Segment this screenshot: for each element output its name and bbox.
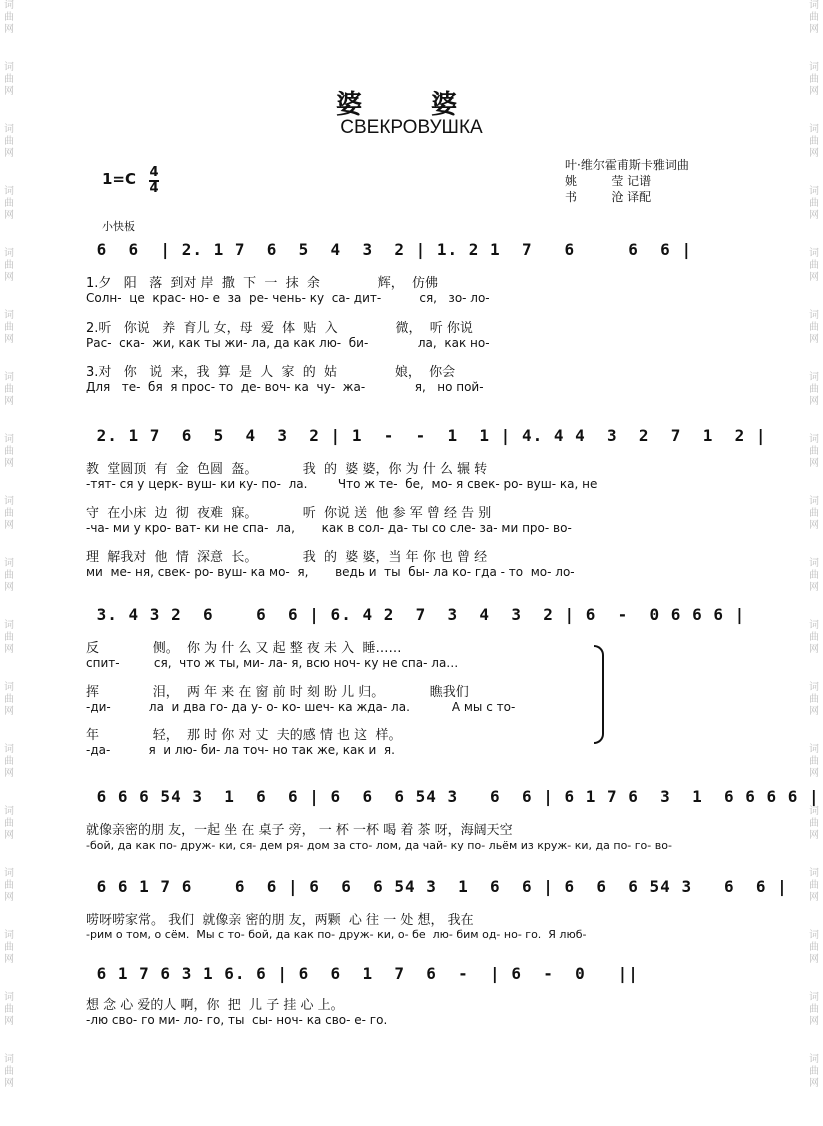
watermark-text: 词曲网 xyxy=(809,992,819,1027)
verse-brace xyxy=(594,645,604,744)
watermark-text: 词曲网 xyxy=(4,248,14,283)
system-5-notes: 6 6 1 7 6 6 6 | 6 6 6 54 3 1 6 6 | 6 6 6 54 3 6 6 | xyxy=(86,877,788,896)
watermark-text: 词曲网 xyxy=(4,806,14,841)
system-3-lyric-2-ru: -ди- ла и два го- да у- о- ко- шеч- ка жда- ла. А мы с то- xyxy=(86,700,516,714)
watermark-text: 词曲网 xyxy=(4,930,14,965)
time-signature-top: 4 xyxy=(149,165,159,180)
system-2-lyric-2-zh: 守 在小床 边 彻 夜难 寐。 听 你说 送 他 参 军 曾 经 告 别 xyxy=(86,506,492,521)
watermark-text: 词曲网 xyxy=(4,496,14,531)
system-3-lyric-1-ru: спит- ся, что ж ты, ми- ла- я, всю ноч- ку не спа- ла… xyxy=(86,656,459,670)
credit-transcriber: 姚 莹 记谱 xyxy=(565,174,652,188)
system-5-lyric-ru: -рим о том, о сём. Мы с то- бой, да как по- друж- ки, о- бе лю- бим од- но- го. Я люб- xyxy=(86,928,587,941)
watermark-text: 词曲网 xyxy=(809,496,819,531)
watermark-text: 词曲网 xyxy=(809,930,819,965)
watermark-right xyxy=(807,0,821,1116)
system-3-lyric-3-ru: -да- я и лю- би- ла точ- но так же, как и я. xyxy=(86,743,395,757)
song-subtitle: СВЕКРОВУШКА xyxy=(340,117,483,138)
watermark-text: 词曲网 xyxy=(809,62,819,97)
system-3-lyric-3-zh: 年 轻， 那 时 你 对 丈 夫的感 情 也 这 样。 xyxy=(86,728,402,743)
watermark-text: 词曲网 xyxy=(4,992,14,1027)
watermark-text: 词曲网 xyxy=(809,0,819,35)
system-2-lyric-1-ru: -тят- ся у церк- вуш- ки ку- по- ла. Что ж те- бе, мо- я свек- ро- вуш- ка, не xyxy=(86,477,598,491)
system-6-lyric-ru: -лю сво- го ми- ло- го, ты сы- ноч- ка сво- е- го. xyxy=(86,1013,388,1027)
watermark-text: 词曲网 xyxy=(809,1054,819,1089)
system-1-lyric-3-ru: Для те- бя я прос- то де- воч- ка чу- жа- я, но пой- xyxy=(86,380,484,394)
system-4-notes: 6 6 6 54 3 1 6 6 | 6 6 6 54 3 6 6 | 6 1 7 6 3 1 6 6 6 6 | xyxy=(86,787,820,806)
system-2-lyric-3-ru: ми ме- ня, свек- ро- вуш- ка мо- я, ведь и ты бы- ла ко- гда - то мо- ло- xyxy=(86,565,575,579)
watermark-text: 词曲网 xyxy=(809,310,819,345)
watermark-text: 词曲网 xyxy=(4,124,14,159)
watermark-text: 词曲网 xyxy=(809,806,819,841)
system-1-lyric-1-ru: Солн- це крас- но- е за ре- чень- ку са- дит- ся, зо- ло- xyxy=(86,291,490,305)
system-6-notes: 6 1 7 6 3 1 6. 6 | 6 6 1 7 6 - | 6 - 0 || xyxy=(86,964,639,983)
time-signature xyxy=(149,167,159,195)
system-2-lyric-3-zh: 理 解我对 他 情 深意 长。 我 的 婆 婆，当 年 你 也 曾 经 xyxy=(86,550,488,565)
system-5-lyric-zh: 唠呀唠家常。 我们 就像亲 密的朋 友，两颗 心 往 一 处 想， 我在 xyxy=(86,913,474,928)
credit-lyricist: 叶·维尔霍甫斯卡雅词曲 xyxy=(565,158,689,172)
watermark-text: 词曲网 xyxy=(809,186,819,221)
system-3-lyric-2-zh: 挥 泪， 两 年 来 在 窗 前 时 刻 盼 儿 归。 瞧我们 xyxy=(86,685,469,700)
watermark-text: 词曲网 xyxy=(809,248,819,283)
watermark-text: 词曲网 xyxy=(4,186,14,221)
time-signature-bottom: 4 xyxy=(149,181,159,196)
watermark-text: 词曲网 xyxy=(809,434,819,469)
system-1-lyric-2-ru: Рас- ска- жи, как ты жи- ла, да как лю- би- ла, как но- xyxy=(86,336,490,350)
system-2-notes: 2. 1 7 6 5 4 3 2 | 1 - - 1 1 | 4. 4 4 3 2 7 1 2 | xyxy=(86,426,767,445)
watermark-text: 词曲网 xyxy=(4,310,14,345)
key-signature: 1=C xyxy=(102,170,137,188)
watermark-text: 词曲网 xyxy=(4,434,14,469)
watermark-text: 词曲网 xyxy=(4,0,14,35)
tempo-marking: 小快板 xyxy=(102,220,135,233)
system-1-notes: 6 6 | 2. 1 7 6 5 4 3 2 | 1. 2 1 7 6 6 6 | xyxy=(86,240,693,259)
system-2-lyric-2-ru: -ча- ми у кро- ват- ки не спа- ла, как в сол- да- ты со сле- за- ми про- во- xyxy=(86,521,572,535)
system-6-lyric-zh: 想 念 心 爱的人 啊，你 把 儿 子 挂 心 上。 xyxy=(86,998,344,1013)
system-1-lyric-1-zh: 1.夕 阳 落 到对 岸 撒 下 一 抹 余 辉， 仿佛 xyxy=(86,276,439,291)
watermark-text: 词曲网 xyxy=(809,744,819,779)
system-4-lyric-ru: -бой, да как по- друж- ки, ся- дем ря- дом за сто- лом, да чай- ку по- льём из круж- ки, да по- го- во- xyxy=(86,839,672,852)
watermark-text: 词曲网 xyxy=(4,620,14,655)
song-title: 婆 婆 xyxy=(335,90,488,120)
watermark-text: 词曲网 xyxy=(809,372,819,407)
credit-translator: 书 沧 译配 xyxy=(565,190,652,204)
watermark-text: 词曲网 xyxy=(809,620,819,655)
system-3-notes: 3. 4 3 2 6 6 6 | 6. 4 2 7 3 4 3 2 | 6 - 0 6 6 6 | xyxy=(86,605,746,624)
watermark-text: 词曲网 xyxy=(4,744,14,779)
credits xyxy=(565,157,689,205)
watermark-text: 词曲网 xyxy=(809,124,819,159)
watermark-text: 词曲网 xyxy=(4,62,14,97)
watermark-text: 词曲网 xyxy=(809,558,819,593)
watermark-text: 词曲网 xyxy=(4,372,14,407)
system-4-lyric-zh: 就像亲密的朋 友，一起 坐 在 桌子 旁， 一 杯 一杯 喝 着 茶 呀，海阔天空 xyxy=(86,823,513,838)
watermark-text: 词曲网 xyxy=(4,682,14,717)
watermark-text: 词曲网 xyxy=(809,682,819,717)
watermark-text: 词曲网 xyxy=(809,868,819,903)
system-2-lyric-1-zh: 教 堂圆顶 有 金 色圆 盔。 我 的 婆 婆，你 为 什 么 辗 转 xyxy=(86,462,488,477)
watermark-text: 词曲网 xyxy=(4,868,14,903)
system-1-lyric-3-zh: 3.对 你 说 来，我 算 是 人 家 的 姑 娘， 你会 xyxy=(86,365,456,380)
watermark-text: 词曲网 xyxy=(4,1054,14,1089)
watermark-left xyxy=(2,0,16,1116)
system-3-lyric-1-zh: 反 侧。 你 为 什 么 又 起 整 夜 未 入 睡…… xyxy=(86,641,402,656)
watermark-text: 词曲网 xyxy=(4,558,14,593)
system-1-lyric-2-zh: 2.听 你说 养 育儿 女，母 爱 体 贴 入 微， 听 你说 xyxy=(86,321,473,336)
